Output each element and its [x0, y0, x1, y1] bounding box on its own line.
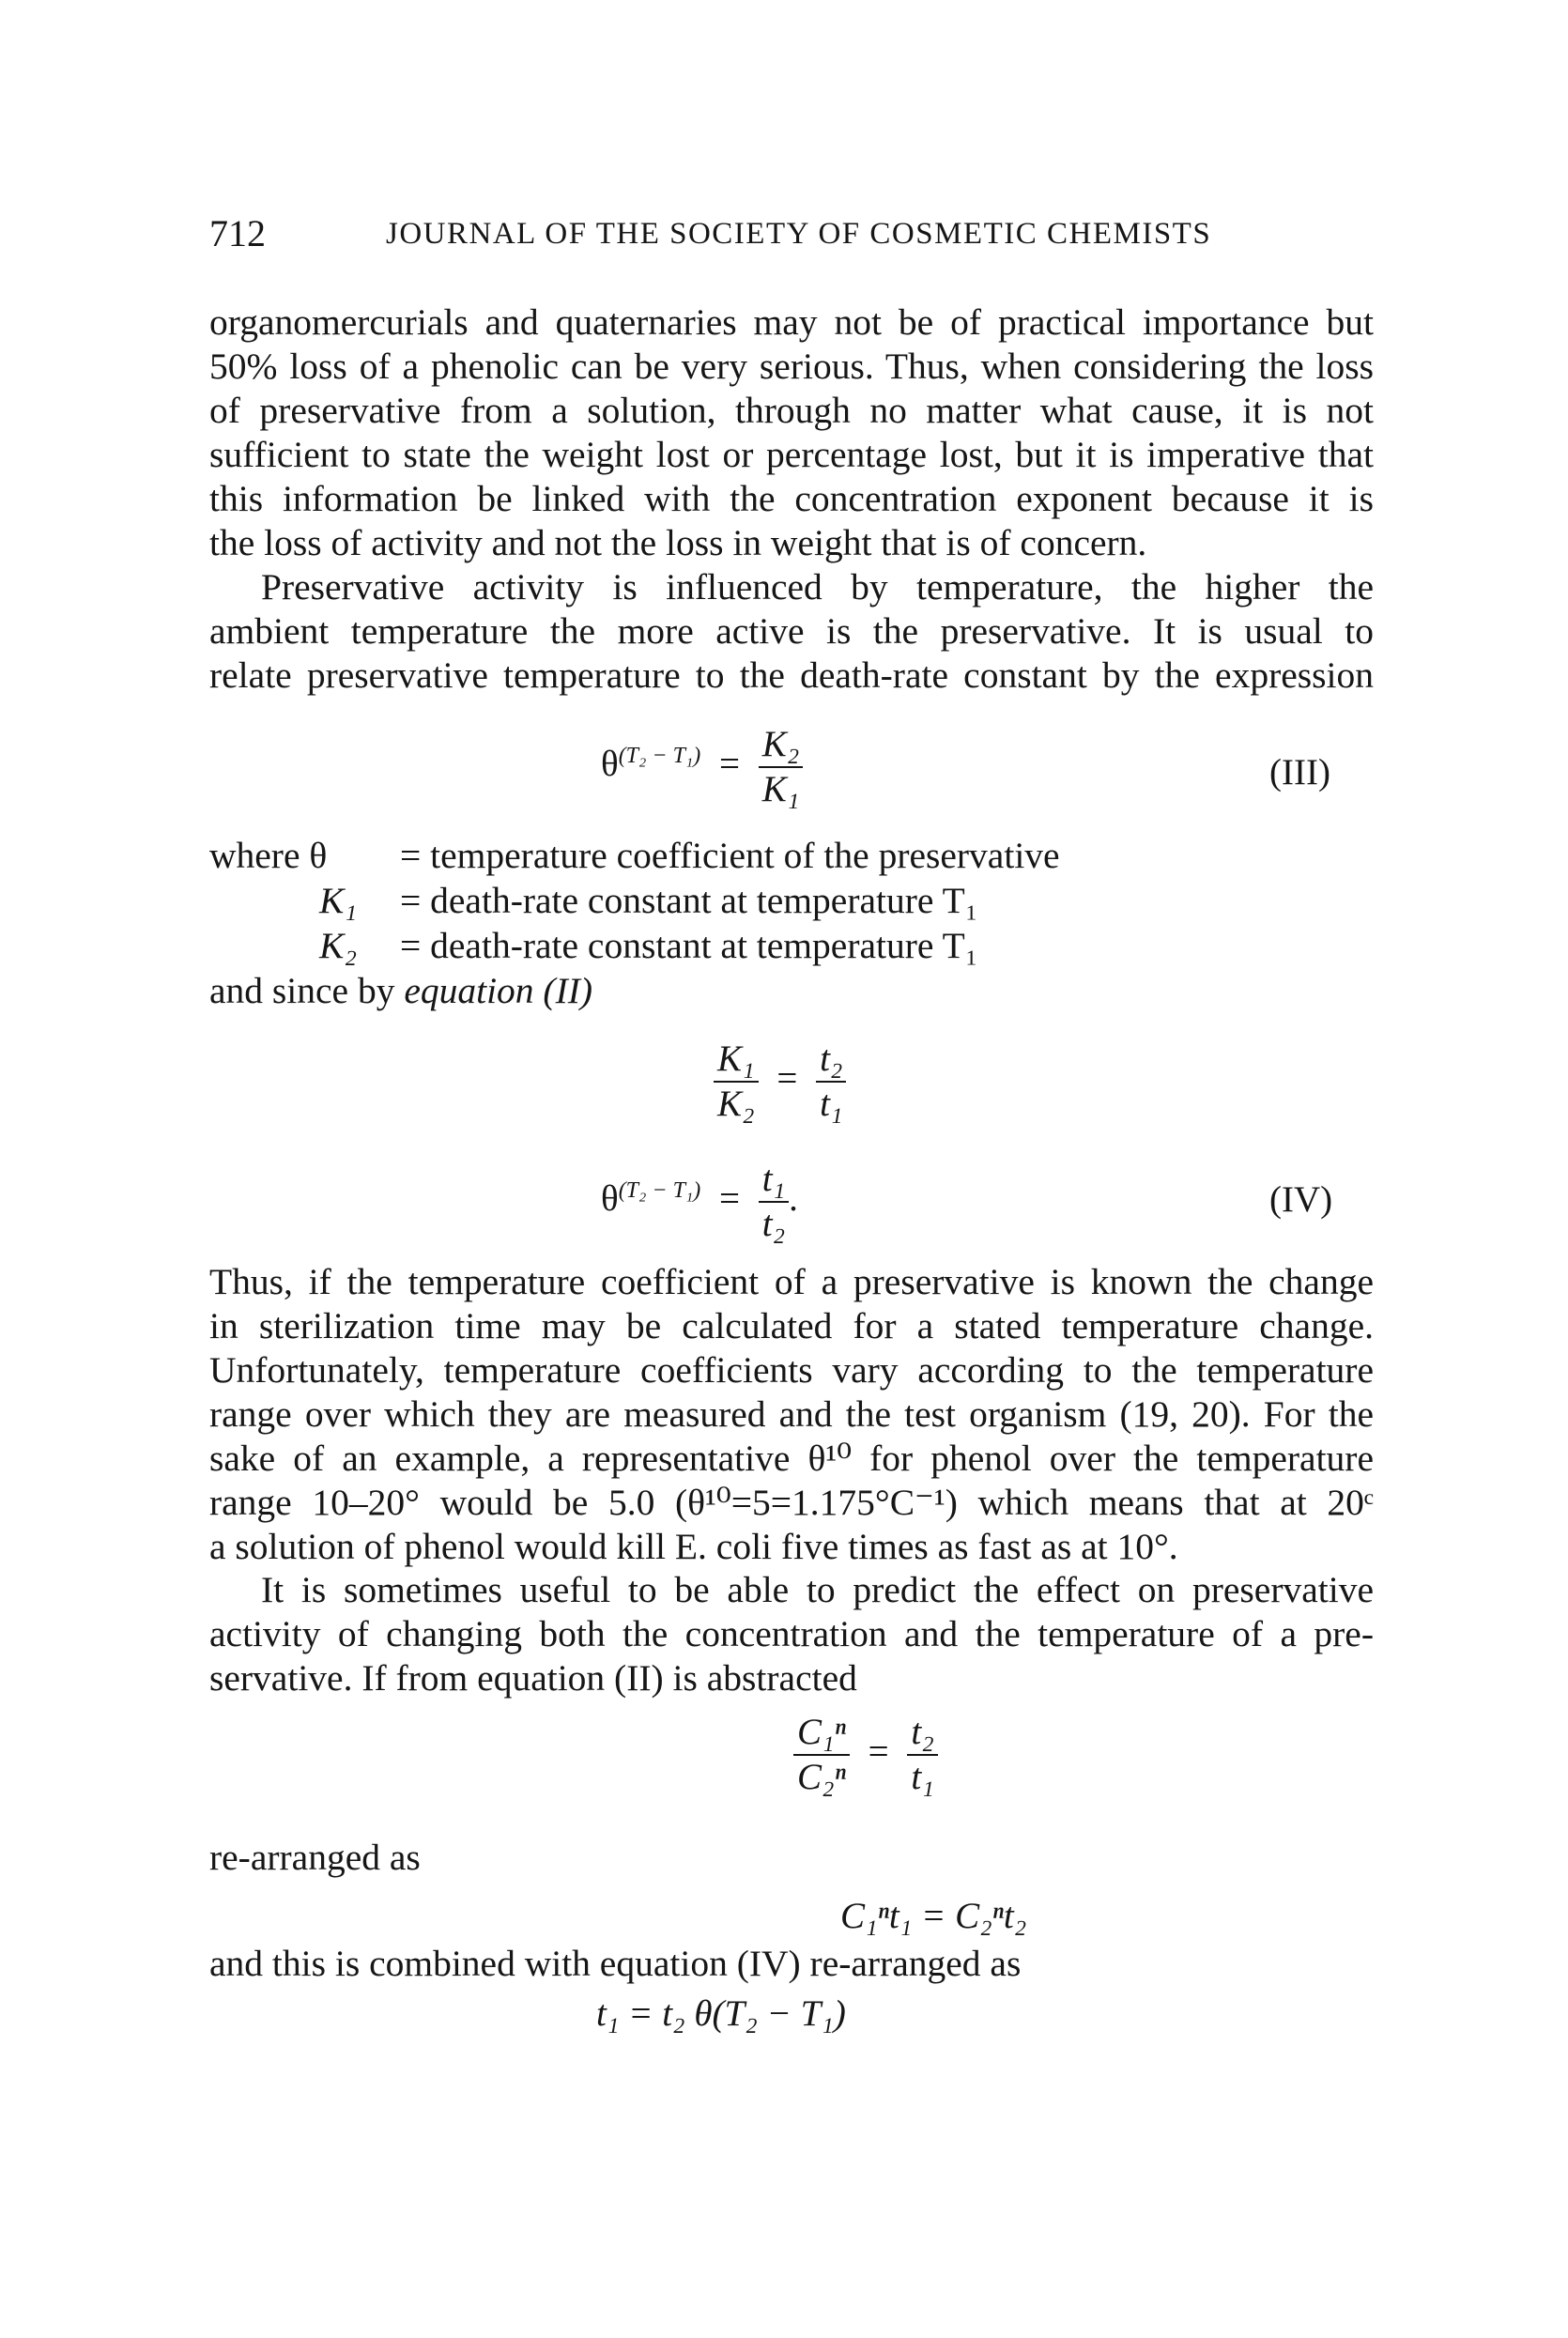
theta-symbol: θ — [601, 1177, 619, 1219]
text-line: ambient temperature the more active is the preservative. It is usual to — [209, 610, 1374, 652]
where-def: = death-rate constant at temperature T₁ — [400, 880, 978, 921]
text-line: Thus, if the temperature coefficient of a preservative is known the change — [209, 1261, 1374, 1302]
denominator: t₂ — [761, 1204, 786, 1244]
text-line: of preservative from a solution, through no matter what cause, it is not — [209, 390, 1374, 431]
since-line — [209, 969, 592, 1012]
where-def: = temperature coefficient of the preservative — [400, 835, 1060, 876]
text-line: in sterilization time may be calculated for a stated temperature change. — [209, 1305, 1374, 1346]
rearranged-label: re-arranged as — [209, 1837, 421, 1878]
text-line: It is sometimes useful to be able to predict the effect on preservative — [261, 1569, 1374, 1610]
where-sym: K₂ — [319, 925, 358, 966]
equation-tag-iii: (III) — [1269, 752, 1330, 792]
text-line: servative. If from equation (II) is abstracted — [209, 1657, 857, 1699]
numerator: t₂ — [816, 1038, 846, 1083]
equals-sign: = — [719, 743, 740, 784]
denominator: C₂ⁿ — [797, 1757, 846, 1797]
equation-concentration — [793, 1711, 938, 1799]
fraction — [759, 1158, 789, 1246]
denominator: K₂ — [717, 1084, 755, 1124]
since-prefix: and since by — [209, 970, 405, 1011]
paragraph-4 — [209, 1568, 1374, 1700]
numerator: t₂ — [907, 1711, 937, 1756]
text-line: 50% loss of a phenolic can be very serious. Thus, when considering the loss — [209, 346, 1374, 387]
paragraph-2 — [209, 565, 1374, 698]
text-line: Unfortunately, temperature coefficients vary according to the temperature — [209, 1349, 1374, 1391]
text-line: the loss of activity and not the loss in weight that is of concern. — [209, 522, 1147, 563]
fraction — [816, 1038, 846, 1126]
where-def: = death-rate constant at temperature T₁ — [400, 925, 978, 966]
denominator: t₁ — [820, 1084, 843, 1124]
equation-reference: equation (II) — [404, 970, 593, 1011]
denominator: K₁ — [761, 769, 800, 809]
equals-sign: = — [868, 1730, 889, 1772]
equation-iii — [601, 723, 803, 811]
text-line: range over which they are measured and the test organism (19, 20). For the — [209, 1393, 1374, 1435]
text-line: sufficient to state the weight lost or percentage lost, but it is imperative that — [209, 434, 1374, 475]
exponent: (T₂ − T₁) — [618, 743, 701, 768]
numerator: C₁ⁿ — [793, 1711, 850, 1756]
fraction — [907, 1711, 937, 1799]
equals-sign: = — [719, 1177, 740, 1219]
equation-ratio — [714, 1038, 846, 1126]
equation-product: C₁ⁿt₁ = C₂ⁿt₂ — [840, 1896, 1027, 1936]
text-line: activity of changing both the concentration and the temperature of a pre- — [209, 1613, 1374, 1654]
where-sym: K₁ — [319, 880, 358, 921]
where-intro: where θ — [209, 835, 328, 876]
text-line: sake of an example, a representative θ¹⁰ for phenol over the temperature — [209, 1438, 1374, 1479]
fraction — [793, 1711, 850, 1799]
numerator: K₂ — [759, 723, 804, 768]
text-line: relate preservative temperature to the death-rate constant by the expression — [209, 654, 1374, 696]
text-line: organomercurials and quaternaries may not be of practical importance but — [209, 301, 1374, 343]
period: . — [789, 1177, 798, 1219]
equation-iv — [601, 1158, 798, 1246]
paragraph-3 — [209, 1260, 1374, 1569]
text-line: this information be linked with the concentration exponent because it is — [209, 478, 1374, 519]
equals-sign: = — [776, 1057, 798, 1099]
fraction — [759, 723, 804, 811]
paragraph-1 — [209, 300, 1374, 565]
theta-symbol: θ — [601, 743, 619, 784]
text-line: Preservative activity is influenced by temperature, the higher the — [261, 566, 1374, 608]
text-line: a solution of phenol would kill E. coli five times as fast as at 10°. — [209, 1526, 1178, 1567]
denominator: t₁ — [911, 1757, 934, 1797]
combined-line: and this is combined with equation (IV) re-arranged as — [209, 1943, 1022, 1984]
text-line: range 10–20° would be 5.0 (θ¹⁰=5=1.175°C⁻¹) which means that at 20ᶜ — [209, 1482, 1374, 1523]
equation-tag-iv: (IV) — [1269, 1179, 1333, 1220]
running-header — [209, 211, 1374, 258]
page-number: 712 — [209, 212, 266, 254]
numerator: t₁ — [759, 1158, 789, 1203]
journal-title: JOURNAL OF THE SOCIETY OF COSMETIC CHEMISTS — [386, 217, 1212, 251]
equation-time: t₁ = t₂ θ(T₂ − T₁) — [596, 1993, 846, 2034]
numerator: K₁ — [714, 1038, 759, 1083]
exponent: (T₂ − T₁) — [618, 1177, 701, 1203]
fraction — [714, 1038, 759, 1126]
